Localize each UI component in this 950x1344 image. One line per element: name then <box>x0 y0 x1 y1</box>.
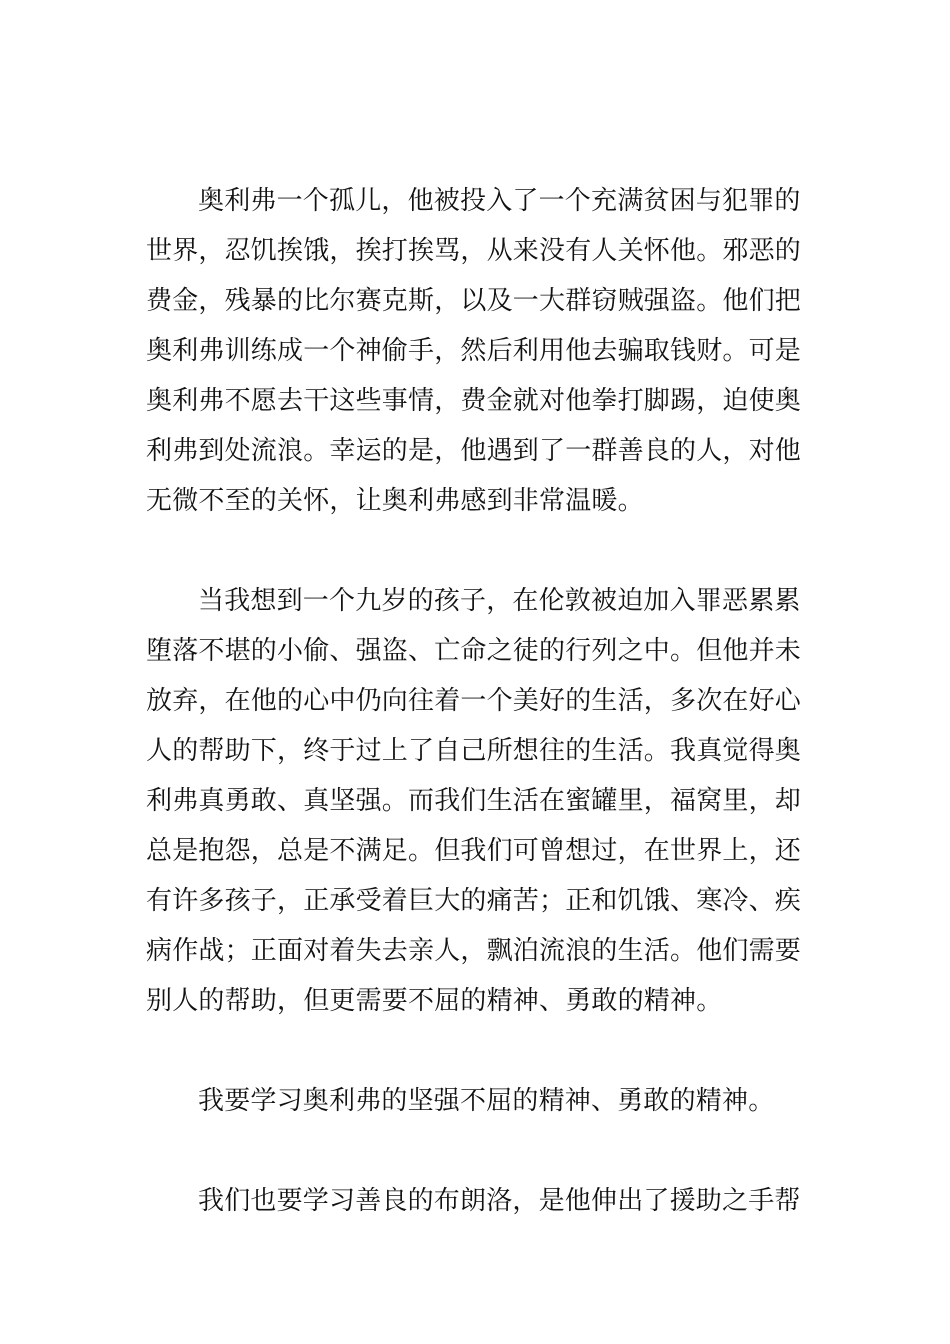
text-line: 当我想到一个九岁的孩子，在伦敦被迫加入罪恶累累 <box>198 586 801 616</box>
text-line: 奥利弗训练成一个神偷手，然后利用他去骗取钱财。可是 <box>146 336 802 366</box>
text-line: 奥利弗不愿去干这些事情，费金就对他拳打脚踢，迫使奥 <box>146 386 802 416</box>
text-line: 无微不至的关怀，让奥利弗感到非常温暖。 <box>146 486 644 516</box>
paragraph-3 <box>146 1076 806 1126</box>
paragraph-2 <box>146 576 806 1026</box>
text-line: 人的帮助下，终于过上了自己所想往的生活。我真觉得奥 <box>146 736 802 766</box>
text-line: 世界，忍饥挨饿，挨打挨骂，从来没有人关怀他。邪恶的 <box>146 236 802 266</box>
paragraph-spacer <box>146 526 806 576</box>
text-line: 利弗真勇敢、真坚强。而我们生活在蜜罐里，福窝里，却 <box>146 786 802 816</box>
text-line: 利弗到处流浪。幸运的是，他遇到了一群善良的人，对他 <box>146 436 802 466</box>
text-line: 我要学习奥利弗的坚强不屈的精神、勇敢的精神。 <box>198 1086 775 1116</box>
text-line: 有许多孩子，正承受着巨大的痛苦；正和饥饿、寒冷、疾 <box>146 886 802 916</box>
text-line: 放弃，在他的心中仍向往着一个美好的生活，多次在好心 <box>146 686 802 716</box>
paragraph-spacer <box>146 1026 806 1076</box>
text-line: 总是抱怨，总是不满足。但我们可曾想过，在世界上，还 <box>146 836 802 866</box>
paragraph-4 <box>146 1176 806 1226</box>
text-line: 别人的帮助，但更需要不屈的精神、勇敢的精神。 <box>146 986 723 1016</box>
text-line: 奥利弗一个孤儿，他被投入了一个充满贫困与犯罪的 <box>198 186 801 216</box>
paragraph-spacer <box>146 1126 806 1176</box>
document-body <box>146 176 806 1226</box>
text-line: 费金，残暴的比尔赛克斯，以及一大群窃贼强盗。他们把 <box>146 286 802 316</box>
text-line: 堕落不堪的小偷、强盗、亡命之徒的行列之中。但他并未 <box>146 636 802 666</box>
text-line: 我们也要学习善良的布朗洛，是他伸出了援助之手帮 <box>198 1186 801 1216</box>
paragraph-1 <box>146 176 806 526</box>
text-line: 病作战；正面对着失去亲人，飘泊流浪的生活。他们需要 <box>146 936 802 966</box>
